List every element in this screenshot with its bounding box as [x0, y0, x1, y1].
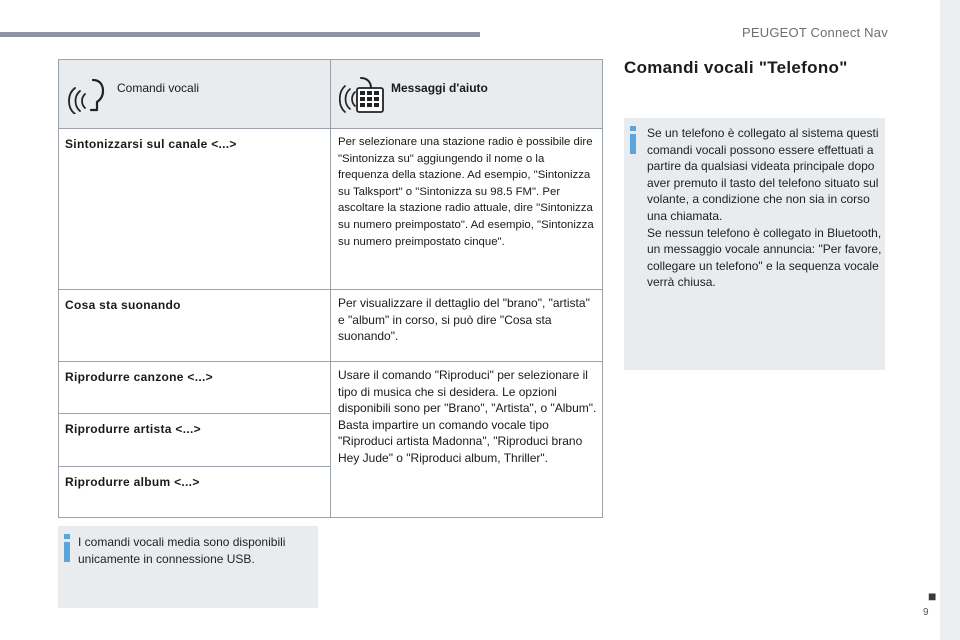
info-note-telefono	[624, 118, 885, 370]
table-header-help-label: Messaggi d'aiuto	[391, 81, 488, 95]
help-cell: Per visualizzare il dettaglio del "brano", "artista" e "album" in corso, si può dire "Cosa sta suonando".	[338, 296, 590, 343]
section-title: Comandi vocali "Telefono"	[624, 58, 848, 77]
info-note-text: I comandi vocali media sono disponibili unicamente in connessione USB.	[78, 535, 286, 566]
header-rule	[0, 32, 480, 37]
page-header-title: PEUGEOT Connect Nav	[742, 25, 888, 40]
command-cell: Riprodurre artista <...>	[65, 422, 201, 436]
voice-commands-table	[58, 59, 603, 518]
info-note-text	[647, 125, 883, 291]
table-header-commands	[59, 60, 331, 129]
table-row	[59, 129, 603, 290]
info-icon	[64, 534, 70, 560]
help-cell: Per selezionare una stazione radio è possibile dire "Sintonizza su" aggiungendo il nome o la frequenza della stazione. Ad esempio, "Sintonizza su Talksport" o "Sintonizza su 98.5 FM". Per ascoltare la stazione radio attuale, dire "Sintonizza su numero preimpostato". Ad esempio, "Sintonizza su numero preimpostato cinque".	[338, 136, 594, 248]
info-icon	[630, 126, 636, 152]
table-header-help	[331, 60, 603, 129]
help-cell: Usare il comando "Riproduci" per selezionare il tipo di musica che si desidera. Le opzioni disponibili sono per "Brano", "Artista", o "Album". Basta impartire un comando vocale tipo "Riproduci artista Madonna", "Riproduci brano Hey Jude" o "Riproduci album, Thriller".	[338, 368, 597, 465]
table-row	[59, 362, 603, 414]
command-cell: Riprodurre canzone <...>	[65, 370, 213, 384]
table-header-row	[59, 60, 603, 129]
info-note-usb	[58, 526, 318, 608]
table-header-commands-label: Comandi vocali	[117, 81, 200, 95]
command-cell: Cosa sta suonando	[65, 298, 181, 312]
page-marker: ■	[928, 588, 937, 604]
table-row	[59, 290, 603, 362]
voice-command-icon	[67, 74, 107, 114]
page-number: 9	[923, 607, 929, 618]
command-cell: Sintonizzarsi sul canale <...>	[65, 137, 237, 151]
info-note-paragraph: Se un telefono è collegato al sistema questi comandi vocali possono essere effettuati a partire da qualsiasi videata principale dopo aver premuto il tasto del telefono situato sul volante, a condizione che non sia in corso una chiamata.	[647, 126, 879, 223]
command-cell: Riprodurre album <...>	[65, 475, 200, 489]
side-strip	[940, 0, 960, 640]
info-note-paragraph: Se nessun telefono è collegato in Bluetooth, un messaggio vocale annuncia: "Per favore, collegare un telefono" e la sequenza vocale verrà chiusa.	[647, 225, 882, 290]
help-message-icon	[339, 74, 385, 114]
